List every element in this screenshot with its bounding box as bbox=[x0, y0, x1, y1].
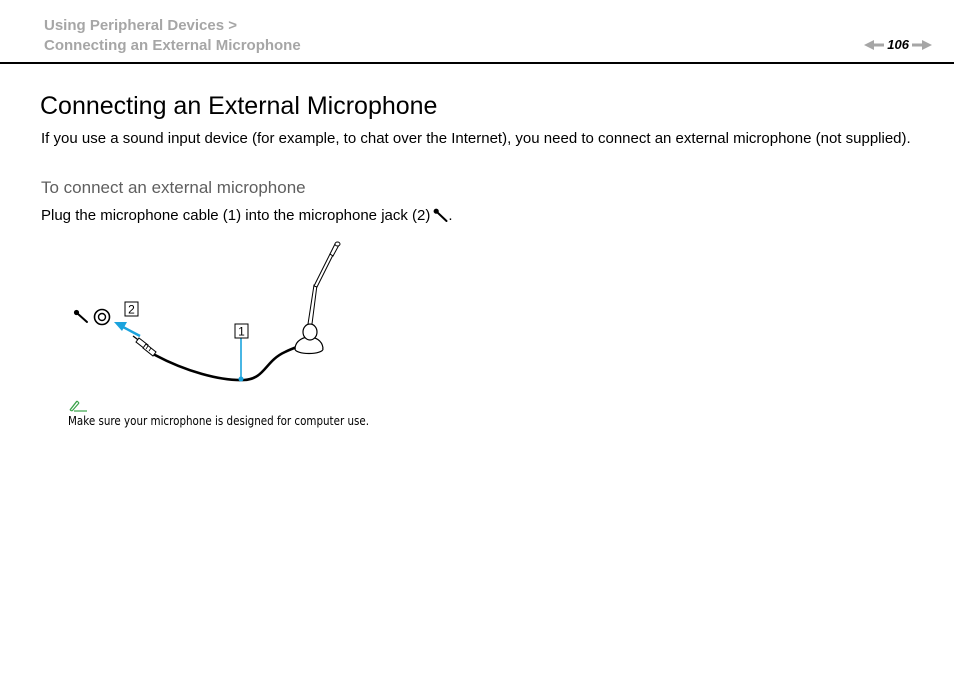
callout-2 bbox=[125, 302, 138, 317]
microphone-connection-illustration bbox=[60, 236, 360, 388]
external-microphone bbox=[295, 242, 340, 354]
procedure-heading: To connect an external microphone bbox=[41, 178, 306, 197]
page-title: Connecting an External Microphone bbox=[40, 92, 438, 120]
page-navigation bbox=[864, 37, 932, 53]
microphone-cable bbox=[155, 344, 305, 380]
step-period: . bbox=[448, 207, 453, 224]
page-number: 106 bbox=[887, 37, 909, 52]
callout-1 bbox=[235, 324, 248, 382]
pencil-note-icon bbox=[68, 398, 88, 412]
breadcrumb-page[interactable]: Connecting an External Microphone bbox=[44, 37, 301, 54]
previous-page-icon[interactable] bbox=[864, 40, 884, 50]
next-page-icon[interactable] bbox=[912, 40, 932, 50]
breadcrumb bbox=[44, 16, 301, 56]
intro-paragraph: If you use a sound input device (for example, to chat over the Internet), you need to connect an external microphone (not supplied). bbox=[41, 130, 911, 147]
step-instruction bbox=[41, 206, 453, 225]
microphone-icon bbox=[433, 208, 448, 222]
arrow-icon bbox=[114, 322, 140, 336]
step-text: Plug the microphone cable (1) into the microphone jack (2) bbox=[41, 207, 431, 224]
microphone-plug bbox=[133, 336, 156, 356]
svg-text:1: 1 bbox=[238, 324, 245, 339]
header-divider bbox=[0, 62, 954, 64]
note-text: Make sure your microphone is designed for computer use. bbox=[68, 414, 370, 428]
breadcrumb-section[interactable]: Using Peripheral Devices > bbox=[44, 17, 238, 34]
jack-mic-icon bbox=[74, 310, 87, 322]
svg-text:2: 2 bbox=[128, 302, 135, 317]
jack-icon bbox=[95, 310, 110, 325]
